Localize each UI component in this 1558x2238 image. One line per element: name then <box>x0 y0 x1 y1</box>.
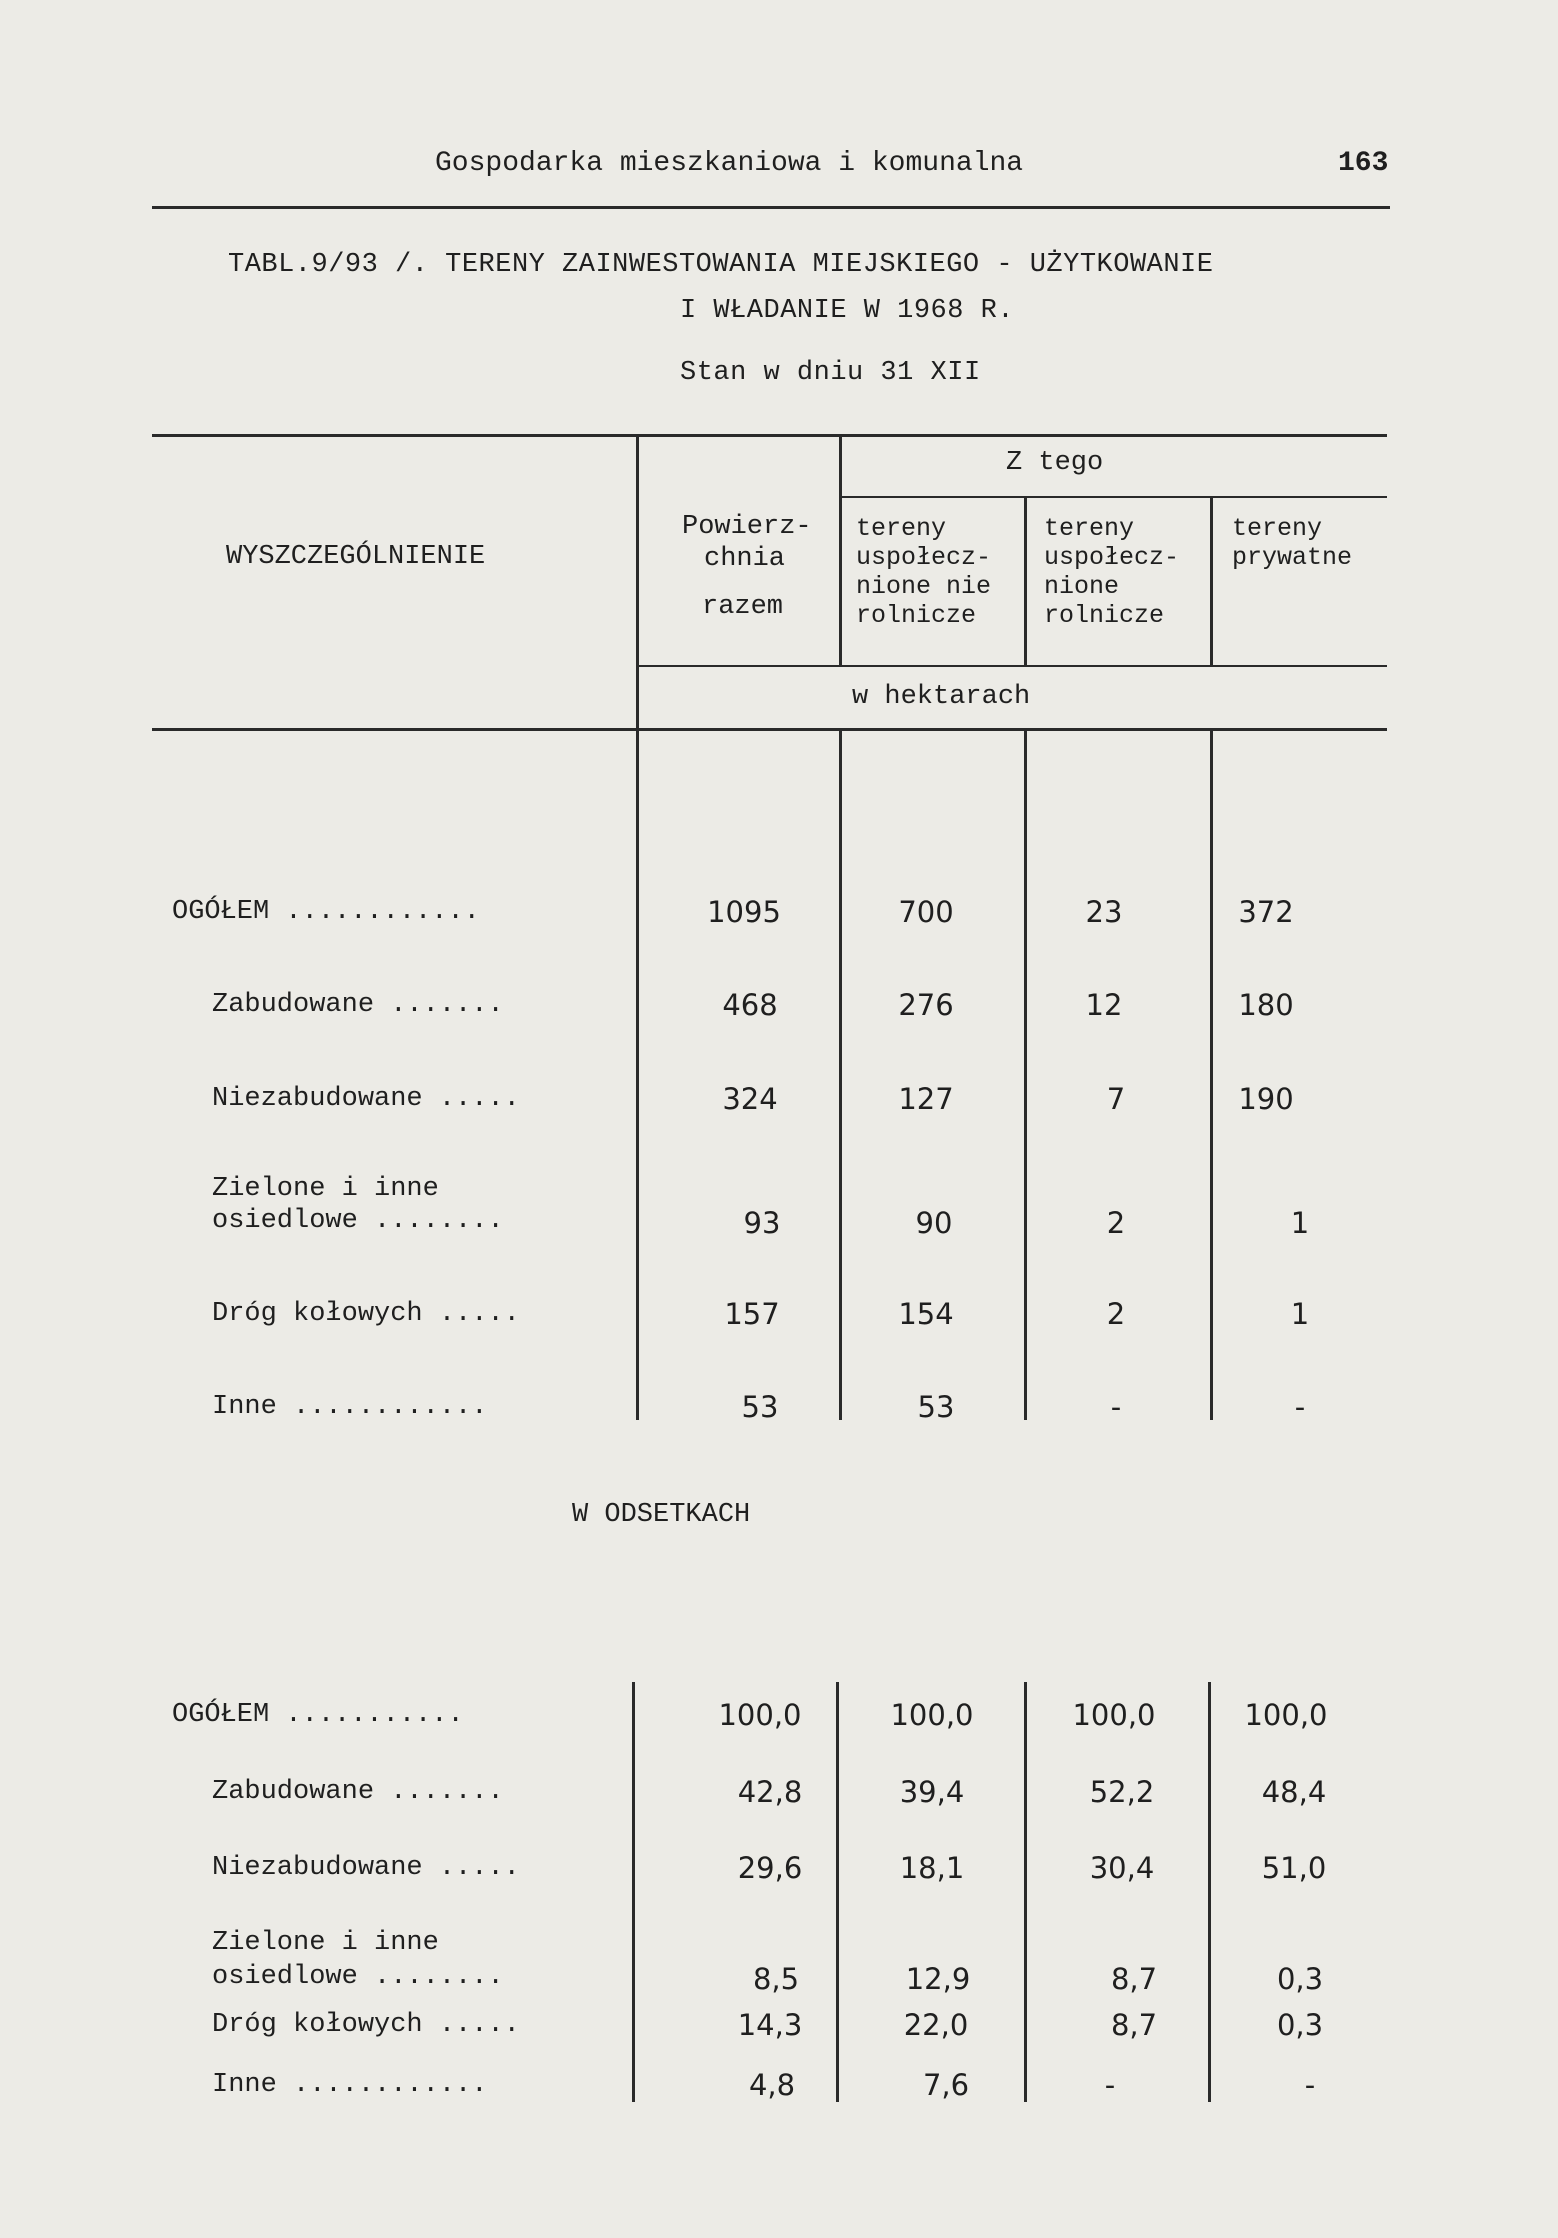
cell-b: 12 <box>1085 988 1123 1022</box>
cell-b: 100,0 <box>1072 1698 1156 1732</box>
cell-b: 2 <box>1106 1297 1126 1331</box>
pct-vline-3 <box>1024 1682 1027 2102</box>
table-title-line1: TABL.9/93 /. TERENY ZAINWESTOWANIA MIEJSKIEGO - UŻYTKOWANIE <box>228 250 1214 280</box>
page-number: 163 <box>1338 148 1389 179</box>
cell-a: 12,9 <box>905 1962 971 1996</box>
row-label: Zabudowane ....... <box>212 1777 504 1807</box>
row-label: Zabudowane ....... <box>212 990 504 1020</box>
col-b-header-3: nione <box>1044 572 1120 601</box>
row-label: Dróg kołowych ..... <box>212 2010 520 2040</box>
cell-total: 14,3 <box>737 2008 803 2042</box>
group-header: Z tego <box>1006 448 1104 478</box>
cell-total: 157 <box>724 1297 780 1331</box>
col-total-header-1: Powierz- <box>682 512 812 542</box>
header-bottom-rule <box>152 728 1387 731</box>
table-title-line3: Stan w dniu 31 XII <box>680 358 981 388</box>
section-percent-heading: W ODSETKACH <box>572 1500 751 1530</box>
stub-header: WYSZCZEGÓLNIENIE <box>226 542 486 572</box>
cell-a: 22,0 <box>903 2008 969 2042</box>
body-vline-2 <box>839 730 842 1420</box>
cell-a: 100,0 <box>890 1698 974 1732</box>
cell-c: 0,3 <box>1276 2008 1324 2042</box>
row-label-cont: osiedlowe ........ <box>212 1962 504 1992</box>
cell-a: 276 <box>898 988 954 1022</box>
cell-b: - <box>1104 2068 1116 2102</box>
cell-a: 39,4 <box>899 1775 965 1809</box>
header-vline-4 <box>1210 497 1213 666</box>
group-rule <box>840 496 1387 498</box>
cell-c: 0,3 <box>1276 1962 1324 1996</box>
cell-c: 1 <box>1290 1206 1310 1240</box>
cell-c: 180 <box>1238 988 1294 1022</box>
row-label: OGÓŁEM ........... <box>172 1700 464 1730</box>
unit-rule <box>638 665 1387 667</box>
col-c-header-2: prywatne <box>1232 543 1353 572</box>
cell-c: 51,0 <box>1261 1851 1327 1885</box>
row-label: Zielone i inne <box>212 1928 439 1958</box>
col-c-header-1: tereny <box>1232 514 1323 543</box>
row-label: Inne ............ <box>212 1392 488 1422</box>
cell-total: 42,8 <box>737 1775 803 1809</box>
cell-c: 48,4 <box>1261 1775 1327 1809</box>
cell-a: 53 <box>917 1390 955 1424</box>
cell-total: 1095 <box>707 895 781 929</box>
col-a-header-4: rolnicze <box>856 601 977 630</box>
header-vline-3 <box>1024 497 1027 666</box>
pct-vline-1 <box>632 1682 635 2102</box>
col-a-header-1: tereny <box>856 514 947 543</box>
body-vline-4 <box>1210 730 1213 1420</box>
cell-c: 100,0 <box>1244 1698 1328 1732</box>
cell-total: 53 <box>741 1390 779 1424</box>
running-title: Gospodarka mieszkaniowa i komunalna <box>435 148 1024 179</box>
cell-c: 1 <box>1290 1297 1310 1331</box>
cell-b: 7 <box>1106 1082 1126 1116</box>
row-label: Niezabudowane ..... <box>212 1853 520 1883</box>
cell-total: 324 <box>722 1082 778 1116</box>
cell-total: 29,6 <box>737 1851 803 1885</box>
cell-b: - <box>1110 1390 1122 1424</box>
cell-a: 7,6 <box>922 2068 970 2102</box>
col-b-header-2: uspołecz- <box>1044 543 1180 572</box>
table-top-rule <box>152 434 1387 437</box>
cell-b: 8,7 <box>1110 1962 1158 1996</box>
cell-c: - <box>1304 2068 1316 2102</box>
cell-b: 8,7 <box>1110 2008 1158 2042</box>
col-total-header-3: razem <box>702 592 784 622</box>
cell-b: 2 <box>1106 1206 1126 1240</box>
row-label: Niezabudowane ..... <box>212 1084 520 1114</box>
row-label-cont: osiedlowe ........ <box>212 1206 504 1236</box>
cell-a: 700 <box>898 895 954 929</box>
body-vline-3 <box>1024 730 1027 1420</box>
unit-header: w hektarach <box>852 682 1031 712</box>
cell-total: 4,8 <box>748 2068 796 2102</box>
cell-total: 468 <box>722 988 778 1022</box>
row-label: Zielone i inne <box>212 1174 439 1204</box>
cell-total: 8,5 <box>752 1962 800 1996</box>
row-label: OGÓŁEM ............ <box>172 897 480 927</box>
table-title-line2: I WŁADANIE W 1968 R. <box>680 296 1015 326</box>
row-label: Dróg kołowych ..... <box>212 1299 520 1329</box>
cell-a: 18,1 <box>899 1851 965 1885</box>
cell-b: 23 <box>1085 895 1123 929</box>
cell-c: - <box>1294 1390 1306 1424</box>
row-label: Inne ............ <box>212 2070 488 2100</box>
cell-total: 93 <box>743 1206 781 1240</box>
cell-c: 372 <box>1238 895 1294 929</box>
col-a-header-2: uspołecz- <box>856 543 992 572</box>
col-b-header-1: tereny <box>1044 514 1135 543</box>
body-vline-1 <box>636 730 639 1420</box>
col-b-header-4: rolnicze <box>1044 601 1165 630</box>
cell-a: 127 <box>898 1082 954 1116</box>
cell-a: 90 <box>915 1206 953 1240</box>
cell-a: 154 <box>898 1297 954 1331</box>
cell-b: 30,4 <box>1089 1851 1155 1885</box>
header-vline-2 <box>839 436 842 666</box>
header-rule <box>152 206 1390 209</box>
cell-total: 100,0 <box>718 1698 802 1732</box>
cell-c: 190 <box>1238 1082 1294 1116</box>
col-total-header-2: chnia <box>704 544 786 574</box>
header-vline-1 <box>636 436 639 730</box>
cell-b: 52,2 <box>1089 1775 1155 1809</box>
col-a-header-3: nione nie <box>856 572 992 601</box>
